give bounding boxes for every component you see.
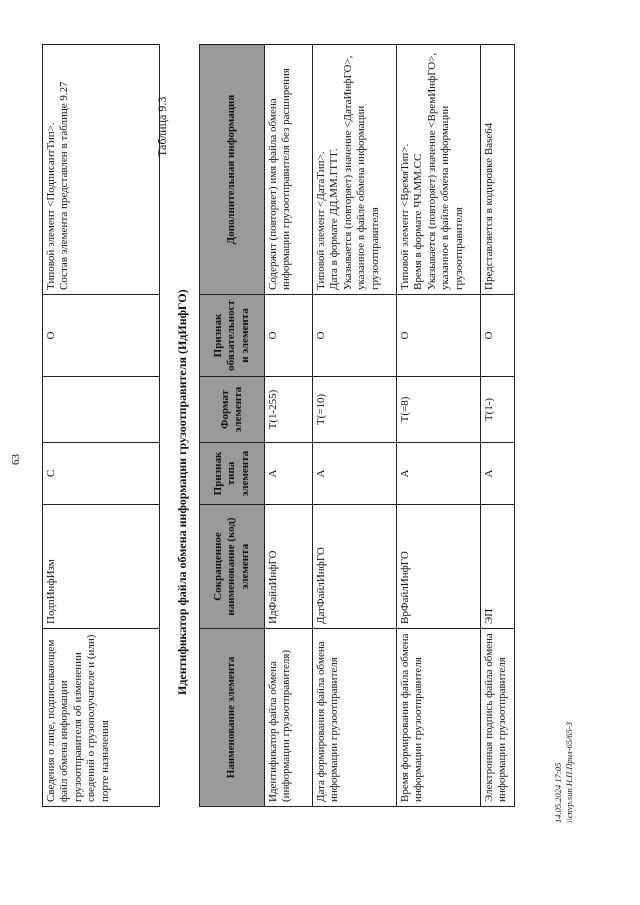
cell-name: Сведения о лице, подписывающем файл обмена информации грузоотправителя об изменении сведений о грузополучателе и (или) порте назначения [43, 629, 160, 807]
cell-format: T(=10) [313, 377, 397, 443]
cell-required: О [313, 295, 397, 377]
cell-name: Электронная подпись файла обмена информации грузоотправителя [481, 629, 515, 807]
cell-code: ЭП [481, 505, 515, 629]
cell-type: С [43, 443, 160, 505]
cell-format: T(1-) [481, 377, 515, 443]
cell-code: ДатФайлИнфГО [313, 505, 397, 629]
table-row [313, 45, 397, 807]
cell-info: Типовой элемент <ПодписантТип>. Состав элемента представлен в таблице 9.27 [43, 45, 160, 295]
page-number: 63 [10, 454, 22, 465]
cell-type: А [397, 443, 481, 505]
header-row [200, 45, 265, 807]
cell-name: Идентификатор файла обмена (информации грузоотправителя) [265, 629, 313, 807]
cell-info: Типовой элемент <ВремяТип>. Время в формате ЧЧ.ММ.СС Указывается (повторяет) значение <ВремИнфГО>, указанное в файле обмена информации грузоотправителя [397, 45, 481, 295]
footer-date: 14.05.2024 17:05 [553, 762, 563, 823]
header-name: Наименование элемента [200, 629, 265, 807]
cell-required: О [43, 295, 160, 377]
cell-name: Дата формирования файла обмена информации грузоотправителя [313, 629, 397, 807]
cell-type: А [313, 443, 397, 505]
table-row [481, 45, 515, 807]
cell-type: А [265, 443, 313, 505]
header-code: Сокращенное наименование (код) элемента [200, 505, 265, 629]
footer-stamp [553, 722, 574, 823]
cell-code: ВрФайлИнфГО [397, 505, 481, 629]
footer-path: \\cnvp.sun Н.П.Прил-65/65-3 [563, 722, 574, 823]
cell-info: Содержит (повторяет) имя файла обмена информации грузоотправителя без расширения [265, 45, 313, 295]
cell-format: T(1-255) [265, 377, 313, 443]
table-row [265, 45, 313, 807]
cell-info: Представляется в кодировке Base64 [481, 45, 515, 295]
cell-code: ИдФайлИнфГО [265, 505, 313, 629]
header-type: Признак типа элемента [200, 443, 265, 505]
section-title: Идентификатор файла обмена информации грузоотправителя (ИдИнфГО) [175, 289, 189, 695]
cell-name: Время формирования файла обмена информации грузоотправителя [397, 629, 481, 807]
cell-format: T(=8) [397, 377, 481, 443]
table-row [397, 45, 481, 807]
cell-required: О [265, 295, 313, 377]
identifier-table [199, 44, 515, 807]
table-row [43, 45, 160, 807]
cell-required: О [481, 295, 515, 377]
header-required: Признак обязательности элемента [200, 295, 265, 377]
cell-required: О [397, 295, 481, 377]
cell-format [43, 377, 160, 443]
header-format: Формат элемента [200, 377, 265, 443]
table-label: Таблица 9.3 [155, 96, 169, 157]
header-info: Дополнительная информация [200, 45, 265, 295]
cell-info: Типовой элемент <ДатаТип>. Дата в формате ДД.ММ.ГГГГ. Указывается (повторяет) значение <ДатаИнфГО>, указанное в файле обмена информации грузоотправителя [313, 45, 397, 295]
cell-type: А [481, 443, 515, 505]
continuation-table [42, 44, 160, 807]
cell-code: ПодпИнфИзм [43, 505, 160, 629]
